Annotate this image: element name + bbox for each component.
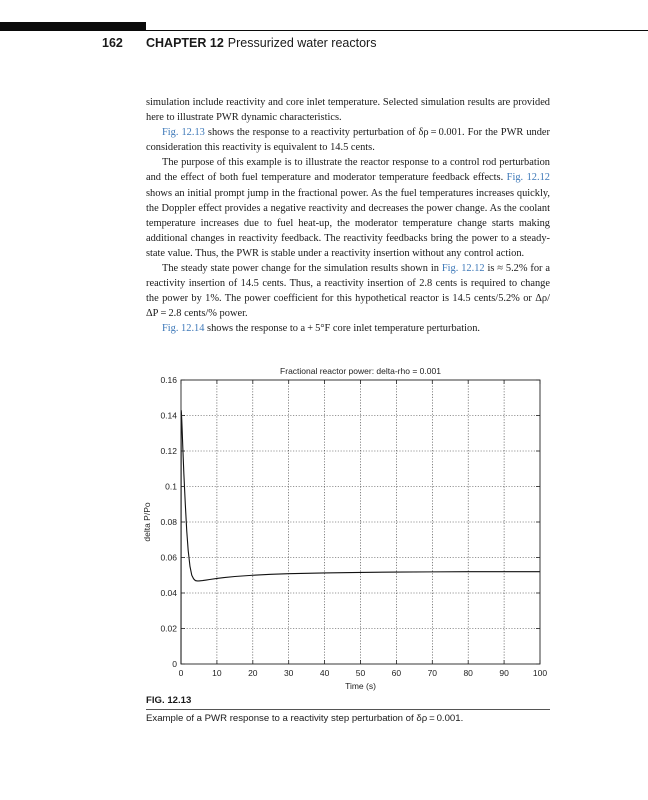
paragraph-4-text-a: The steady state power change for the simulation results shown in — [162, 263, 442, 275]
x-tick-label: 20 — [248, 668, 258, 678]
x-tick-label: 30 — [283, 668, 294, 678]
paragraph-3 — [146, 155, 550, 261]
x-tick-label: 0 — [178, 668, 184, 678]
fig-link-12-14[interactable]: Fig. 12.14 — [162, 323, 205, 335]
paragraph-2-text: shows the response to a reactivity perturbation of δρ = 0.001. For the PWR under consideration this reactivity is equivalent to 14.5 cents. — [146, 127, 550, 154]
paragraph-2 — [146, 125, 550, 155]
fig-link-12-12[interactable]: Fig. 12.12 — [506, 172, 550, 184]
figure-label: FIG. 12.13 — [146, 695, 192, 706]
x-tick-label: 90 — [499, 668, 509, 678]
paragraph-3-text-a: The purpose of this example is to illustrate the reactor response to a control rod perturbation and the effect of both fuel temperature and moderator temperature feedback effects. — [146, 157, 550, 184]
y-tick-label: 0.06 — [160, 552, 177, 563]
paragraph-5 — [146, 321, 550, 336]
y-tick-label: 0.08 — [160, 517, 177, 527]
body-text — [146, 95, 550, 337]
x-tick-label: 80 — [463, 668, 473, 678]
x-axis-label: Time (s) — [345, 681, 376, 691]
fig-link-12-13[interactable]: Fig. 12.13 — [162, 127, 205, 139]
y-tick-label: 0 — [172, 659, 177, 669]
x-tick-label: 60 — [391, 668, 402, 678]
plot-background — [140, 360, 560, 695]
caption-rule — [146, 709, 550, 710]
figure-12-13 — [140, 360, 560, 695]
y-tick-label: 0.14 — [160, 410, 177, 421]
page-number: 162 — [102, 36, 123, 50]
x-tick-label: 100 — [532, 668, 548, 678]
paragraph-1: simulation include reactivity and core inlet temperature. Selected simulation results are provided here to illustrate PWR dynamic characteristics. — [146, 97, 550, 124]
y-tick-label: 0.04 — [160, 588, 177, 598]
x-tick-label: 70 — [427, 668, 438, 678]
running-header — [0, 36, 648, 54]
chapter-title: Pressurized water reactors — [227, 36, 377, 50]
power-response-chart — [140, 360, 560, 695]
y-tick-label: 0.16 — [160, 375, 177, 385]
y-tick-label: 0.12 — [160, 446, 177, 456]
y-tick-label: 0.02 — [160, 623, 177, 634]
chapter-label: CHAPTER 12 — [146, 36, 224, 50]
caption-text: Example of a PWR response to a reactivity step perturbation of δρ = 0.001. — [146, 713, 464, 724]
y-axis-label: delta P/Po — [142, 502, 152, 542]
chart-title: Fractional reactor power: delta-rho = 0.001 — [280, 366, 441, 376]
x-tick-label: 10 — [212, 668, 222, 678]
header-rule — [0, 30, 648, 31]
paragraph-4-text-b: is ≈ 5.2% for a reactivity insertion of 14.5 cents. Thus, a reactivity insertion of 2.8 cents is required to change the power by 1%. The power coefficient for this hypothetical reactor is 14.5 cents/5.2% or Δρ/ΔP = 2.8 cents/% power. — [146, 263, 551, 320]
paragraph-4 — [146, 261, 550, 321]
paragraph-3-text-b: shows an initial prompt jump in the fractional power. As the fuel temperatures increases quickly, the Doppler effect provides a negative reactivity and decreases the power change. As the coolant temperature increases due to fuel heat-up, the moderator temperature change starts making additional changes in reactivity feedback. The reactivity feedbacks bring the power to a steady-state value. Thus, the PWR is stable under a reactivity insertion without any control action. — [146, 187, 550, 259]
fig-link-12-12-b[interactable]: Fig. 12.12 — [441, 263, 485, 275]
figure-caption — [146, 695, 550, 724]
y-tick-label: 0.1 — [165, 481, 177, 492]
paragraph-5-text: shows the response to a + 5°F core inlet temperature perturbation. — [204, 323, 481, 335]
x-tick-label: 40 — [319, 668, 330, 678]
chapter-heading — [146, 36, 376, 50]
x-tick-label: 50 — [355, 668, 366, 678]
